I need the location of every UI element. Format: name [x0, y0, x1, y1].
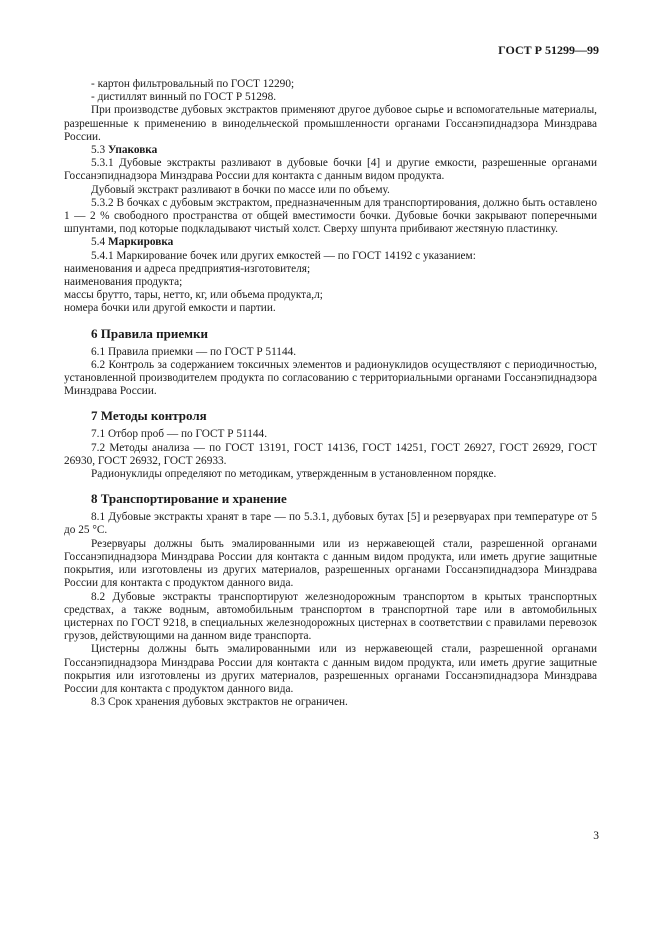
list-item: наименования и адреса предприятия-изготовителя;	[64, 262, 311, 275]
list-item: - дистиллят винный по ГОСТ Р 51298.	[91, 91, 277, 104]
paragraph-8-1-b: Резервуары должны быть эмалированными или из нержавеющей стали, разрешенной органами Госсанэпиднадзора Минздрава России для контакта с данным видом продукта, или иметь другие защитные покрытия, или изготовлены из других материалов, разрешенных органами Госсанэпиднадзора Минздрава России для контакта с продуктом данного вида.	[64, 537, 597, 590]
list-item: номера бочки или другой емкости и партии.	[64, 302, 276, 315]
paragraph-6-2: 6.2 Контроль за содержанием токсичных элементов и радионуклидов осуществляют с периодичностью, установленной производителем продукта по согласованию с территориальными органами Госсанэпиднадзора Минздрава России.	[64, 358, 597, 398]
paragraph-7-1: 7.1 Отбор проб — по ГОСТ Р 51144.	[91, 428, 268, 441]
section-8-heading: 8 Транспортирование и хранение	[91, 491, 287, 507]
paragraph-6-1: 6.1 Правила приемки — по ГОСТ Р 51144.	[91, 345, 297, 358]
section-7-heading: 7 Методы контроля	[91, 408, 207, 424]
paragraph-5-4-1: 5.4.1 Маркирование бочек или других емкостей — по ГОСТ 14192 с указанием:	[91, 249, 476, 262]
paragraph-8-3: 8.3 Срок хранения дубовых экстрактов не ограничен.	[91, 696, 348, 709]
subsection-5-4-heading	[64, 236, 597, 249]
subsection-title: Маркировка	[107, 236, 174, 249]
paragraph-8-2: 8.2 Дубовые экстракты транспортируют железнодорожным транспортом в крытых транспортных средствах, а также водным, автомобильным транспортом в транспортной таре или в автомобильных цистернах по ГОСТ 9218, в специальных железнодорожных цистернах в соответствии с правилами перевозок грузов, действующими на данном виде транспорта.	[64, 590, 597, 643]
paragraph-5-3-2: 5.3.2 В бочках с дубовым экстрактом, предназначенным для транспортирования, должно быть оставлено 1 — 2 % свободного пространства от общей вместимости бочки. Дубовые бочки закрывают поперечными шпунтами, под которые подкладывают чистый холст. Сверху шпунта прибивают жестяную пластинку.	[64, 196, 597, 236]
list-item: - картон фильтровальный по ГОСТ 12290;	[91, 78, 295, 90]
paragraph-7-2: 7.2 Методы анализа — по ГОСТ 13191, ГОСТ 14136, ГОСТ 14251, ГОСТ 26927, ГОСТ 26929, ГОСТ 26930, ГОСТ 26932, ГОСТ 26933.	[64, 441, 597, 467]
subsection-5-3-heading	[64, 144, 597, 157]
paragraph-5-3-1-b: Дубовый экстракт разливают в бочки по массе или по объему.	[91, 183, 390, 196]
subsection-number: 5.3	[91, 144, 106, 157]
list-item: наименования продукта;	[64, 276, 183, 289]
paragraph-other-materials: При производстве дубовых экстрактов применяют другое дубовое сырье и вспомогательные материалы, разрешенные к применению в винодельческой промышленности органами Госсанэпиднадзора Минздрава России.	[64, 104, 597, 143]
paragraph-7-3: Радионуклиды определяют по методикам, утвержденным в установленном порядке.	[91, 468, 497, 481]
list-item: массы брутто, тары, нетто, кг, или объема продукта,л;	[64, 289, 323, 302]
paragraph-5-3-1: 5.3.1 Дубовые экстракты разливают в дубовые бочки [4] и другие емкости, разрешенные органами Госсанэпиднадзора Минздрава России для контакта с данным видом продукта.	[64, 157, 597, 183]
document-id: ГОСТ Р 51299—99	[498, 43, 599, 57]
subsection-number: 5.4	[91, 236, 106, 249]
page-number: 3	[593, 830, 599, 842]
paragraph-8-1: 8.1 Дубовые экстракты хранят в таре — по 5.3.1, дубовых бутах [5] и резервуарах при температуре от 5 до 25 °С.	[64, 511, 597, 537]
subsection-title: Упаковка	[107, 144, 158, 157]
paragraph-8-2-b: Цистерны должны быть эмалированными или из нержавеющей стали, разрешенной органами Госсанэпиднадзора Минздрава России для контакта с данным видом продукта, или иметь другие защитные покрытия или изготовлены из других материалов, разрешенных органами Госсанэпиднадзора Минздрава России для контакта с продуктом данного вида.	[64, 643, 597, 695]
section-6-heading: 6 Правила приемки	[91, 325, 208, 341]
page-content	[64, 78, 597, 709]
